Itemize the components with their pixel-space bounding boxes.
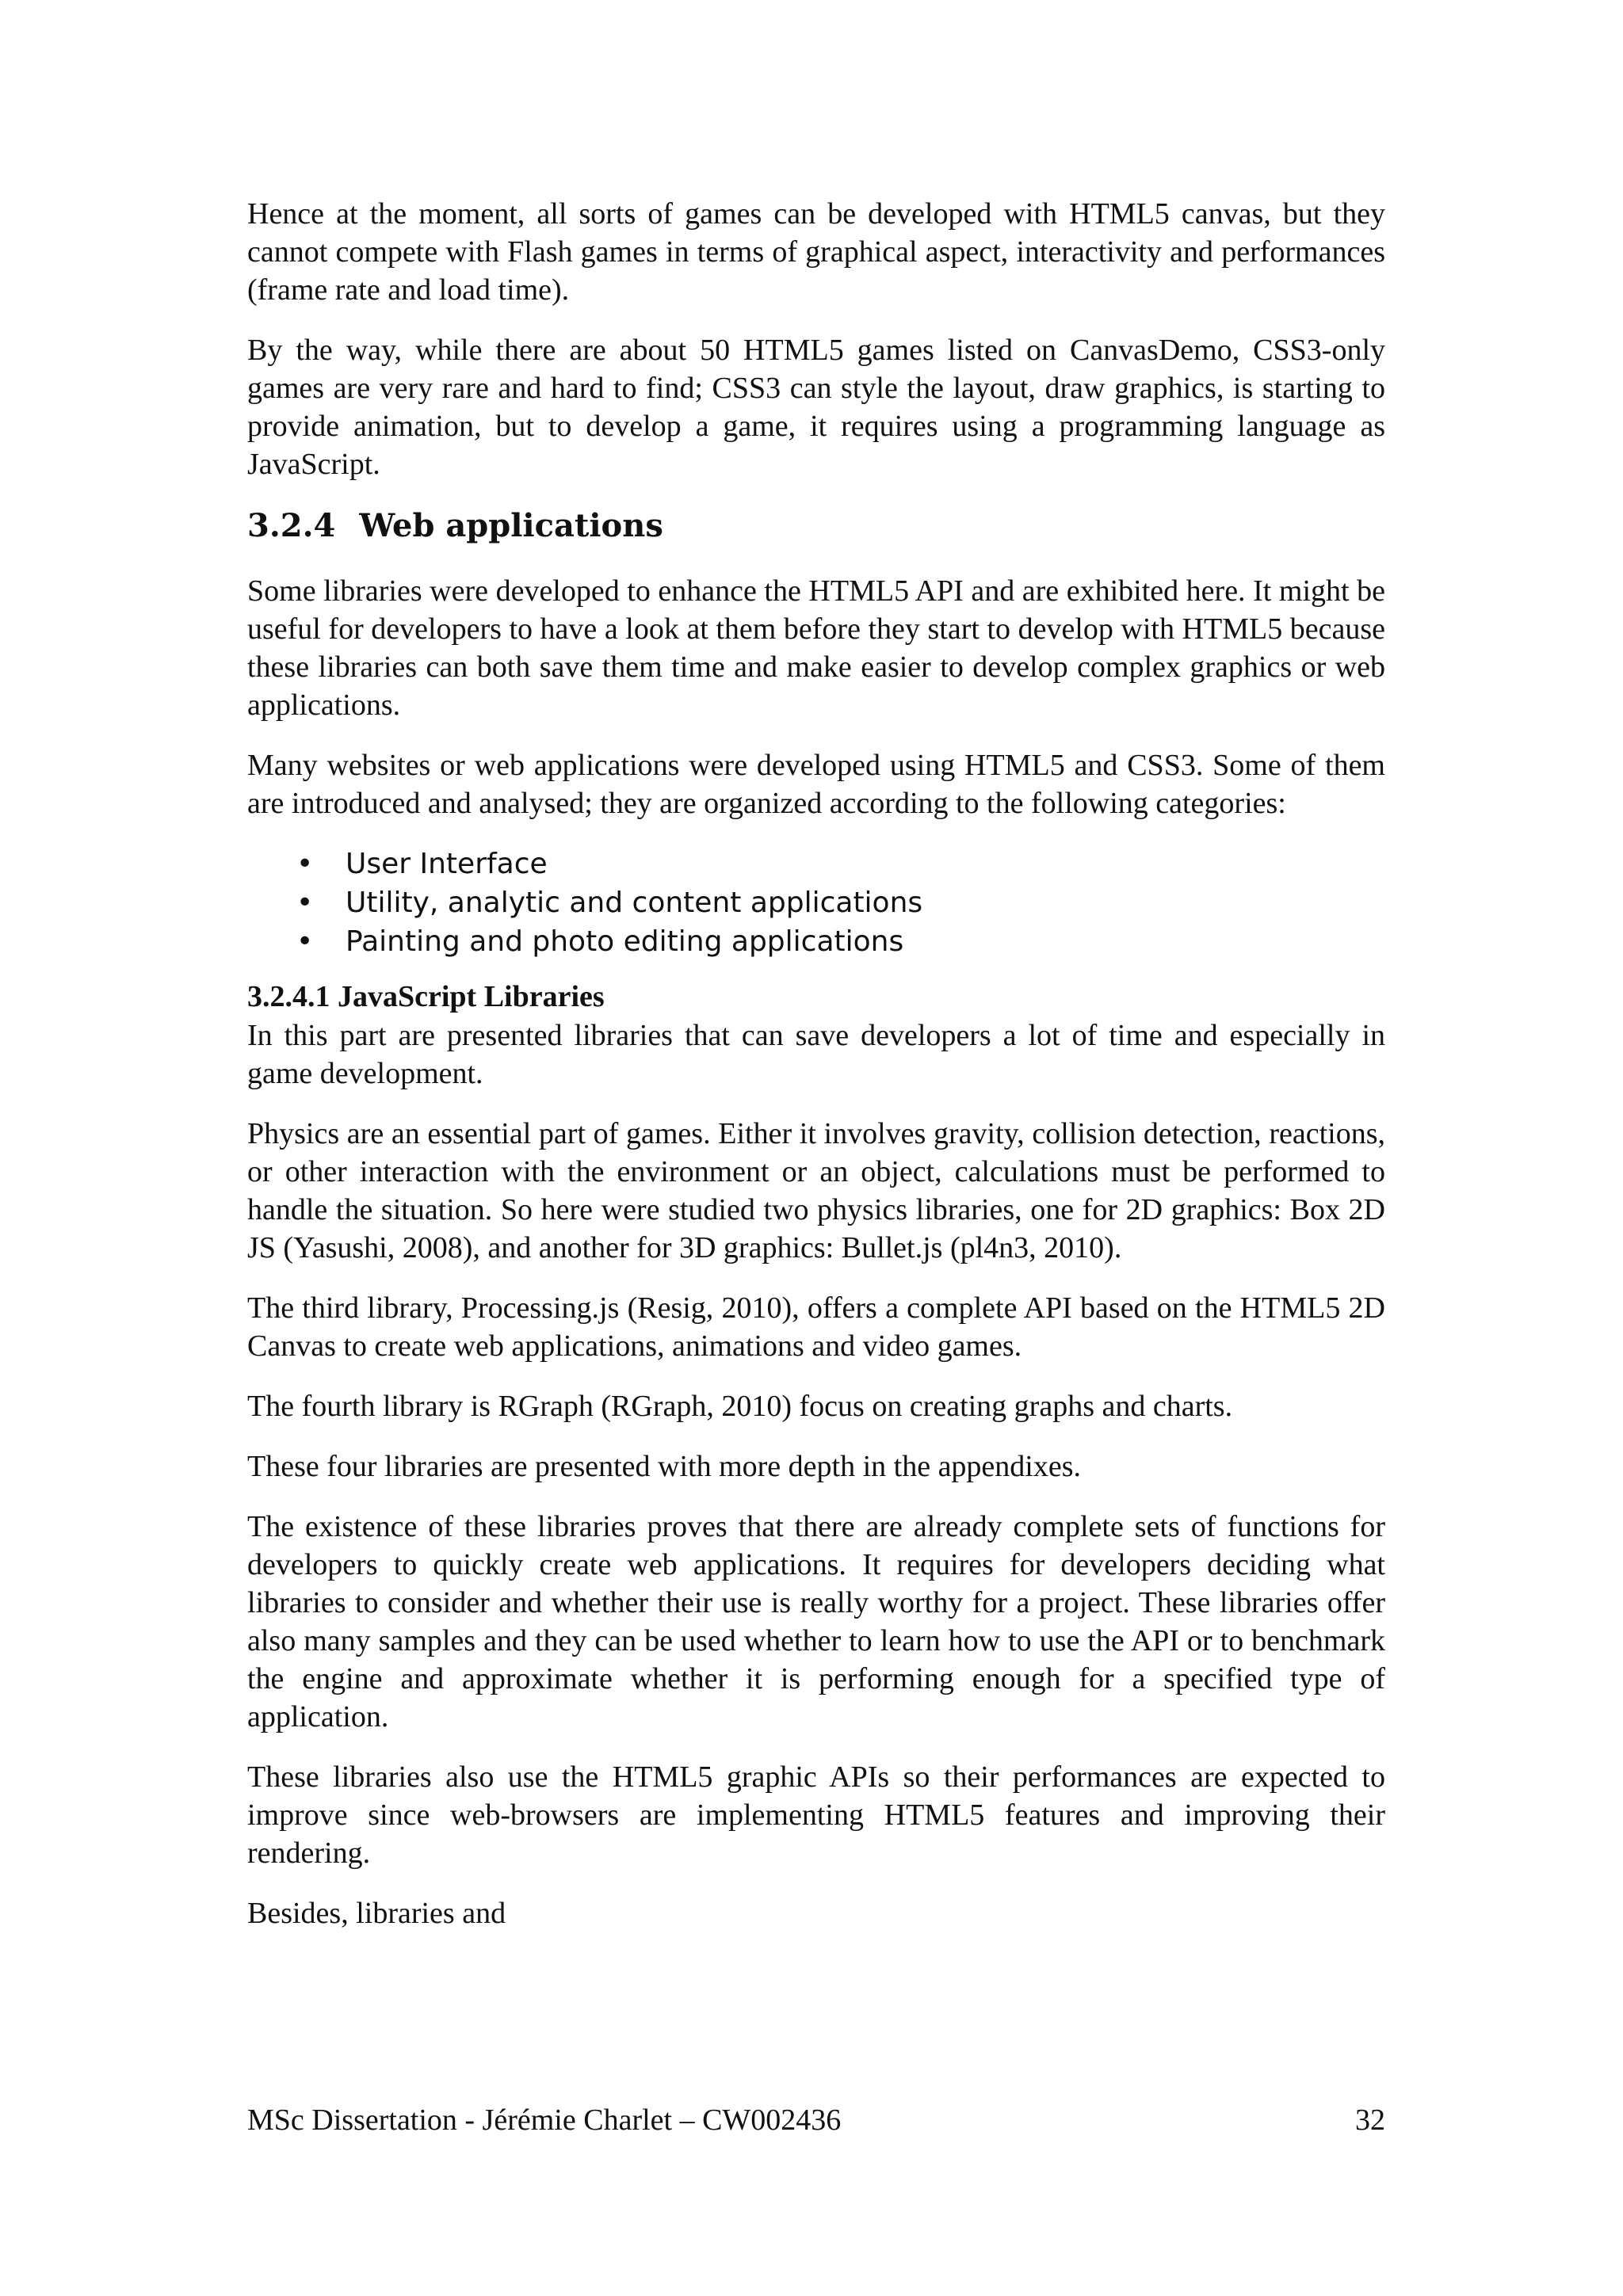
page-footer [247,2101,1385,2139]
paragraph-libraries-save-time: In this part are presented libraries that can save developers a lot of time and especially in game development. [247,1019,1385,1090]
page-number: 32 [1355,2103,1385,2137]
paragraph-besides: Besides, libraries and [247,1897,506,1930]
category-list [247,845,1385,961]
list-item [247,845,1385,883]
paragraph-css3-games: By the way, while there are about 50 HTML5 games listed on CanvasDemo, CSS3-only games are very rare and hard to find; CSS3 can style the layout, draw graphics, is starting to provide animation, but to develop a game, it requires using a programming language as JavaScript. [247,334,1385,481]
bullet-icon: • [296,887,314,919]
page-body [247,195,1385,1955]
paragraph-web-apps-categories: Many websites or web applications were developed using HTML5 and CSS3. Some of them are introduced and analysed; they are organized according to the following categories: [247,749,1385,820]
paragraph-flash-comparison: Hence at the moment, all sorts of games can be developed with HTML5 canvas, but they cannot compete with Flash games in terms of graphical aspect, interactivity and performances (frame rate and load time). [247,197,1385,307]
paragraph-libraries-existence: The existence of these libraries proves that there are already complete sets of functions for developers to quickly create web applications. It requires for developers deciding what libraries to consider and whether their use is really worthy for a project. These libraries offer also many samples and they can be used whether to learn how to use the API or to benchmark the engine and approximate whether it is performing enough for a specified type of application. [247,1510,1385,1733]
section-heading [247,505,1385,547]
section-title: Web applications [359,507,663,544]
paragraph-libraries-performance: These libraries also use the HTML5 graphic APIs so their performances are expected to improve since web-browsers are implementing HTML5 features and improving their rendering. [247,1760,1385,1870]
list-item-text: Utility, analytic and content applications [346,887,923,919]
bullet-icon: • [296,925,314,958]
subsection-heading: 3.2.4.1 JavaScript Libraries [247,980,605,1013]
list-item-text: Painting and photo editing applications [346,925,904,958]
paragraph-appendixes: These four libraries are presented with more depth in the appendixes. [247,1450,1082,1483]
paragraph-libraries-intro: Some libraries were developed to enhance the HTML5 API and are exhibited here. It might be useful for developers to have a look at them before they start to develop with HTML5 because these libraries can both save them time and make easier to develop complex graphics or web applications. [247,574,1385,722]
paragraph-rgraph: The fourth library is RGraph (RGraph, 2010) focus on creating graphs and charts. [247,1390,1233,1423]
section-number: 3.2.4 [247,507,336,544]
list-item [247,883,1385,922]
paragraph-physics-libraries: Physics are an essential part of games. Either it involves gravity, collision detection, reactions, or other interaction with the environment or an object, calculations must be performed to handle the situation. So here were studied two physics libraries, one for 2D graphics: Box 2D JS (Yasushi, 2008), and another for 3D graphics: Bullet.js (pl4n3, 2010). [247,1117,1385,1264]
list-item-text: User Interface [346,848,548,880]
list-item [247,922,1385,961]
footer-author-line: MSc Dissertation - Jérémie Charlet – CW002436 [247,2103,842,2137]
bullet-icon: • [296,848,314,880]
paragraph-processing-js: The third library, Processing.js (Resig, 2010), offers a complete API based on the HTML5 2D Canvas to create web applications, animations and video games. [247,1291,1385,1363]
